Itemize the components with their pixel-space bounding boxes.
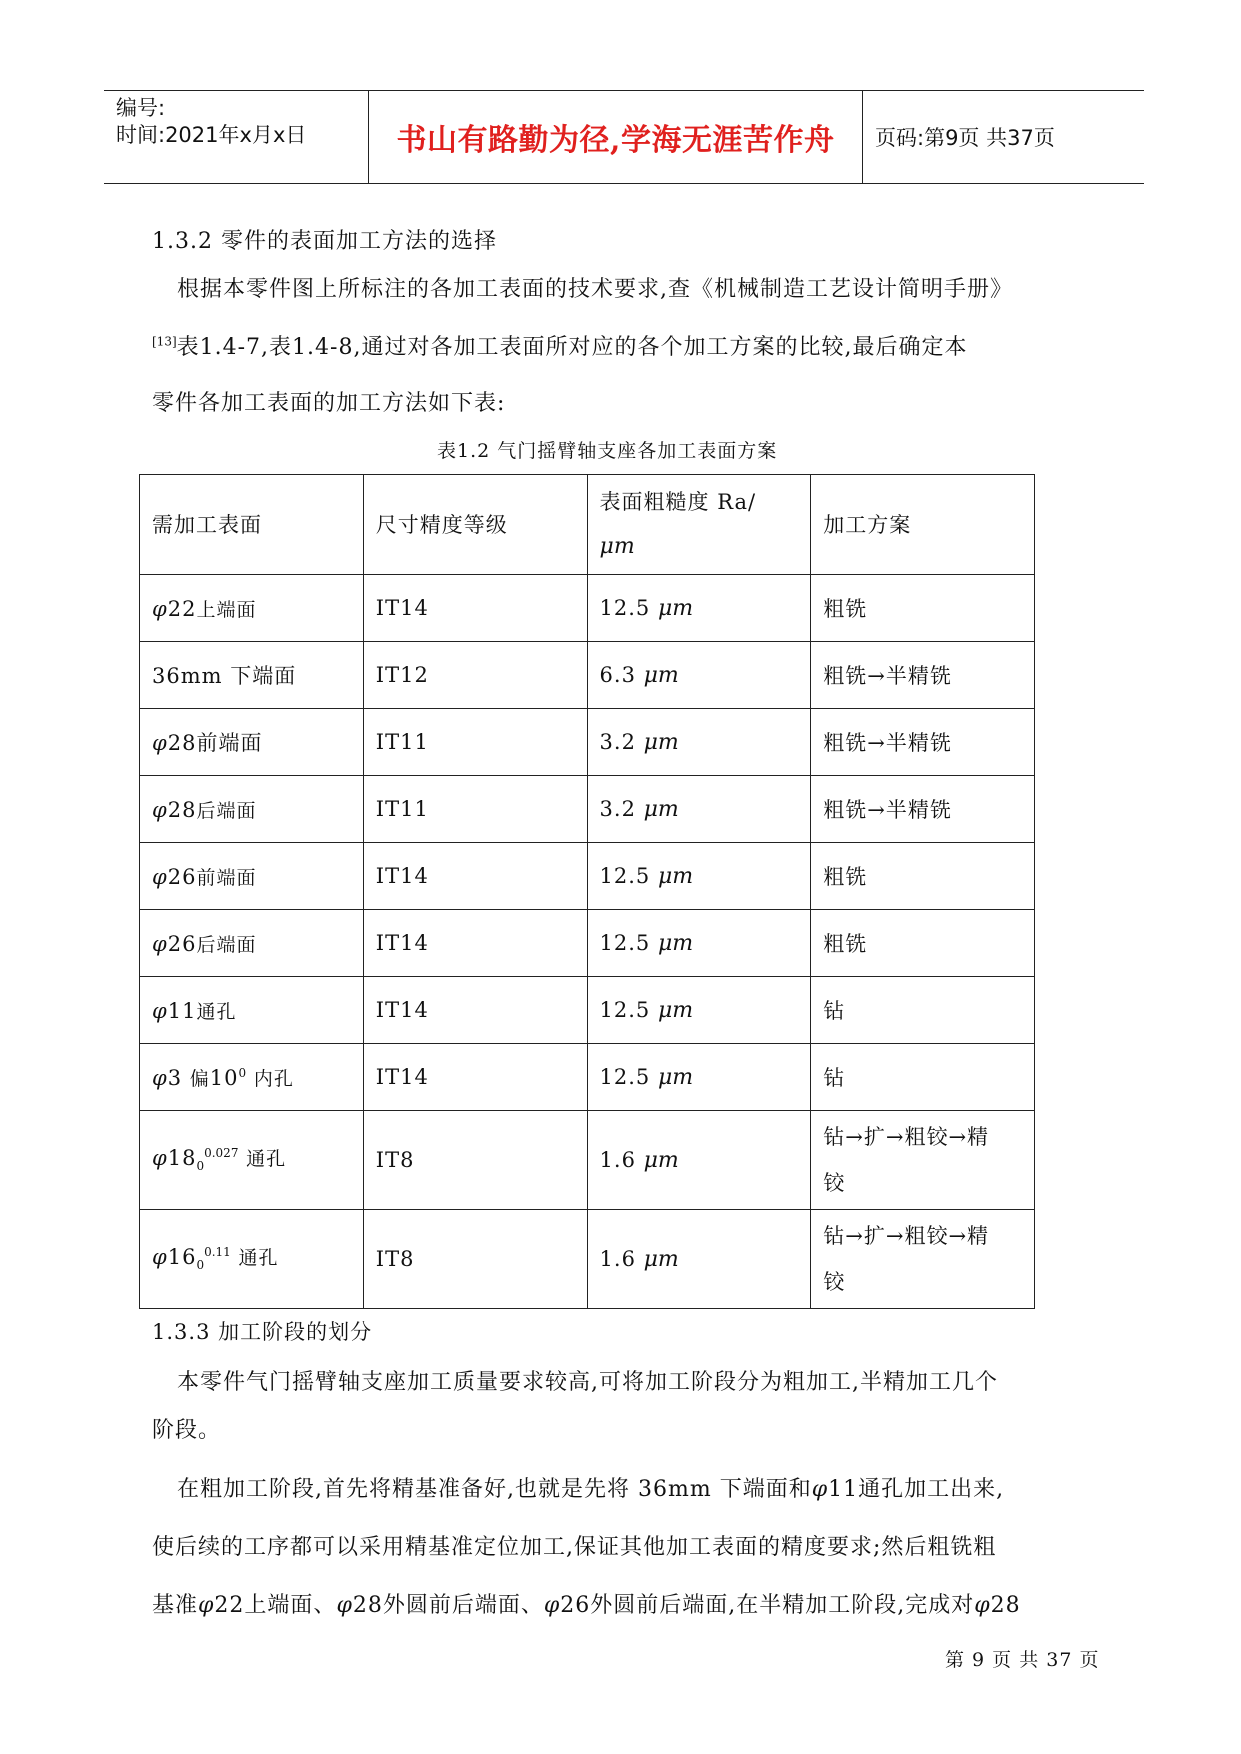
paragraph-line: 根据本零件图上所标注的各加工表面的技术要求,查《机械制造工艺设计简明手册》: [177, 277, 1013, 302]
surface-cell: φ22上端面: [140, 575, 364, 642]
ra-cell: 3.2 μm: [587, 709, 811, 776]
surface-methods-table: [139, 474, 1035, 1309]
table-row: [140, 642, 1035, 709]
table-row: [140, 776, 1035, 843]
ra-cell: 1.6 μm: [587, 1210, 811, 1309]
paragraph-line: [13]表1.4-7,表1.4-8,通过对各加工表面所对应的各个加工方案的比较,最后确定本: [152, 334, 968, 360]
ra-cell: 1.6 μm: [587, 1111, 811, 1210]
table-header-row: [140, 475, 1035, 575]
plan-cell: 粗铣: [811, 575, 1035, 642]
grade-cell: IT14: [363, 910, 587, 977]
plan-cell: 钻→扩→粗铰→精 铰: [811, 1111, 1035, 1210]
paragraph-line: 阶段。: [152, 1418, 222, 1443]
table-header-cell: 尺寸精度等级: [363, 475, 587, 575]
page-footer: 第 9 页 共 37 页: [945, 1649, 1100, 1671]
paragraph-line: 零件各加工表面的加工方法如下表:: [152, 391, 506, 416]
table-header-cell: 表面粗糙度 Ra/ μm: [587, 475, 811, 575]
ra-cell: 12.5 μm: [587, 977, 811, 1044]
plan-cell: 钻: [811, 1044, 1035, 1111]
plan-cell: 粗铣: [811, 843, 1035, 910]
plan-cell: 粗铣→半精铣: [811, 776, 1035, 843]
page-header: [104, 90, 1144, 184]
surface-cell: φ26后端面: [140, 910, 364, 977]
surface-cell: φ3 偏$10^0$ 内孔: [140, 1044, 364, 1111]
ra-cell: 12.5 μm: [587, 575, 811, 642]
table-row: [140, 1111, 1035, 1210]
table-row: [140, 575, 1035, 642]
header-meta: [104, 91, 369, 183]
ra-cell: 6.3 μm: [587, 642, 811, 709]
table-row: [140, 843, 1035, 910]
ra-cell: 3.2 μm: [587, 776, 811, 843]
table-row: [140, 1210, 1035, 1309]
plan-cell: 粗铣→半精铣: [811, 709, 1035, 776]
table-row: [140, 977, 1035, 1044]
table-row: [140, 709, 1035, 776]
surface-cell: φ28前端面: [140, 709, 364, 776]
grade-cell: IT14: [363, 977, 587, 1044]
table-row: [140, 1044, 1035, 1111]
paragraph-line: 本零件气门摇臂轴支座加工质量要求较高,可将加工阶段分为粗加工,半精加工几个: [177, 1370, 998, 1395]
surface-cell: φ11通孔: [140, 977, 364, 1044]
section-heading-133: 1.3.3 加工阶段的划分: [152, 1320, 373, 1344]
plan-cell: 粗铣: [811, 910, 1035, 977]
grade-cell: IT8: [363, 1210, 587, 1309]
surface-cell: φ28后端面: [140, 776, 364, 843]
ra-cell: 12.5 μm: [587, 1044, 811, 1111]
number-label: 编号:: [116, 96, 166, 120]
citation-ref: [13]: [152, 334, 177, 349]
table-header-cell: 加工方案: [811, 475, 1035, 575]
section-heading-132: 1.3.2 零件的表面加工方法的选择: [152, 229, 497, 254]
grade-cell: IT11: [363, 709, 587, 776]
plan-cell: 钻: [811, 977, 1035, 1044]
surface-cell: 36mm 下端面: [140, 642, 364, 709]
grade-cell: IT14: [363, 575, 587, 642]
grade-cell: IT8: [363, 1111, 587, 1210]
surface-cell: $\varphi 16_0^{0.11}$ 通孔: [140, 1210, 364, 1309]
grade-cell: IT14: [363, 1044, 587, 1111]
plan-cell: 钻→扩→粗铰→精 铰: [811, 1210, 1035, 1309]
time-label: 时间:2021年x月x日: [116, 123, 307, 147]
surface-cell: $\varphi 18_0^{0.027}$ 通孔: [140, 1111, 364, 1210]
grade-cell: IT11: [363, 776, 587, 843]
paragraph-line: 基准φ22上端面、φ28外圆前后端面、φ26外圆前后端面,在半精加工阶段,完成对φ28: [152, 1593, 1021, 1618]
surface-cell: φ26前端面: [140, 843, 364, 910]
grade-cell: IT14: [363, 843, 587, 910]
ra-cell: 12.5 μm: [587, 910, 811, 977]
header-motto: 书山有路勤为径,学海无涯苦作舟: [369, 91, 863, 183]
header-page-code: 页码:第9页 共37页: [875, 126, 1055, 150]
paragraph-line: 在粗加工阶段,首先将精基准备好,也就是先将 36mm 下端面和φ11通孔加工出来,: [177, 1477, 1005, 1502]
ra-cell: 12.5 μm: [587, 843, 811, 910]
grade-cell: IT12: [363, 642, 587, 709]
table-row: [140, 910, 1035, 977]
table-header-cell: 需加工表面: [140, 475, 364, 575]
paragraph-line: 使后续的工序都可以采用精基准定位加工,保证其他加工表面的精度要求;然后粗铣粗: [152, 1535, 997, 1560]
plan-cell: 粗铣→半精铣: [811, 642, 1035, 709]
table-caption: 表1.2 气门摇臂轴支座各加工表面方案: [437, 440, 778, 462]
